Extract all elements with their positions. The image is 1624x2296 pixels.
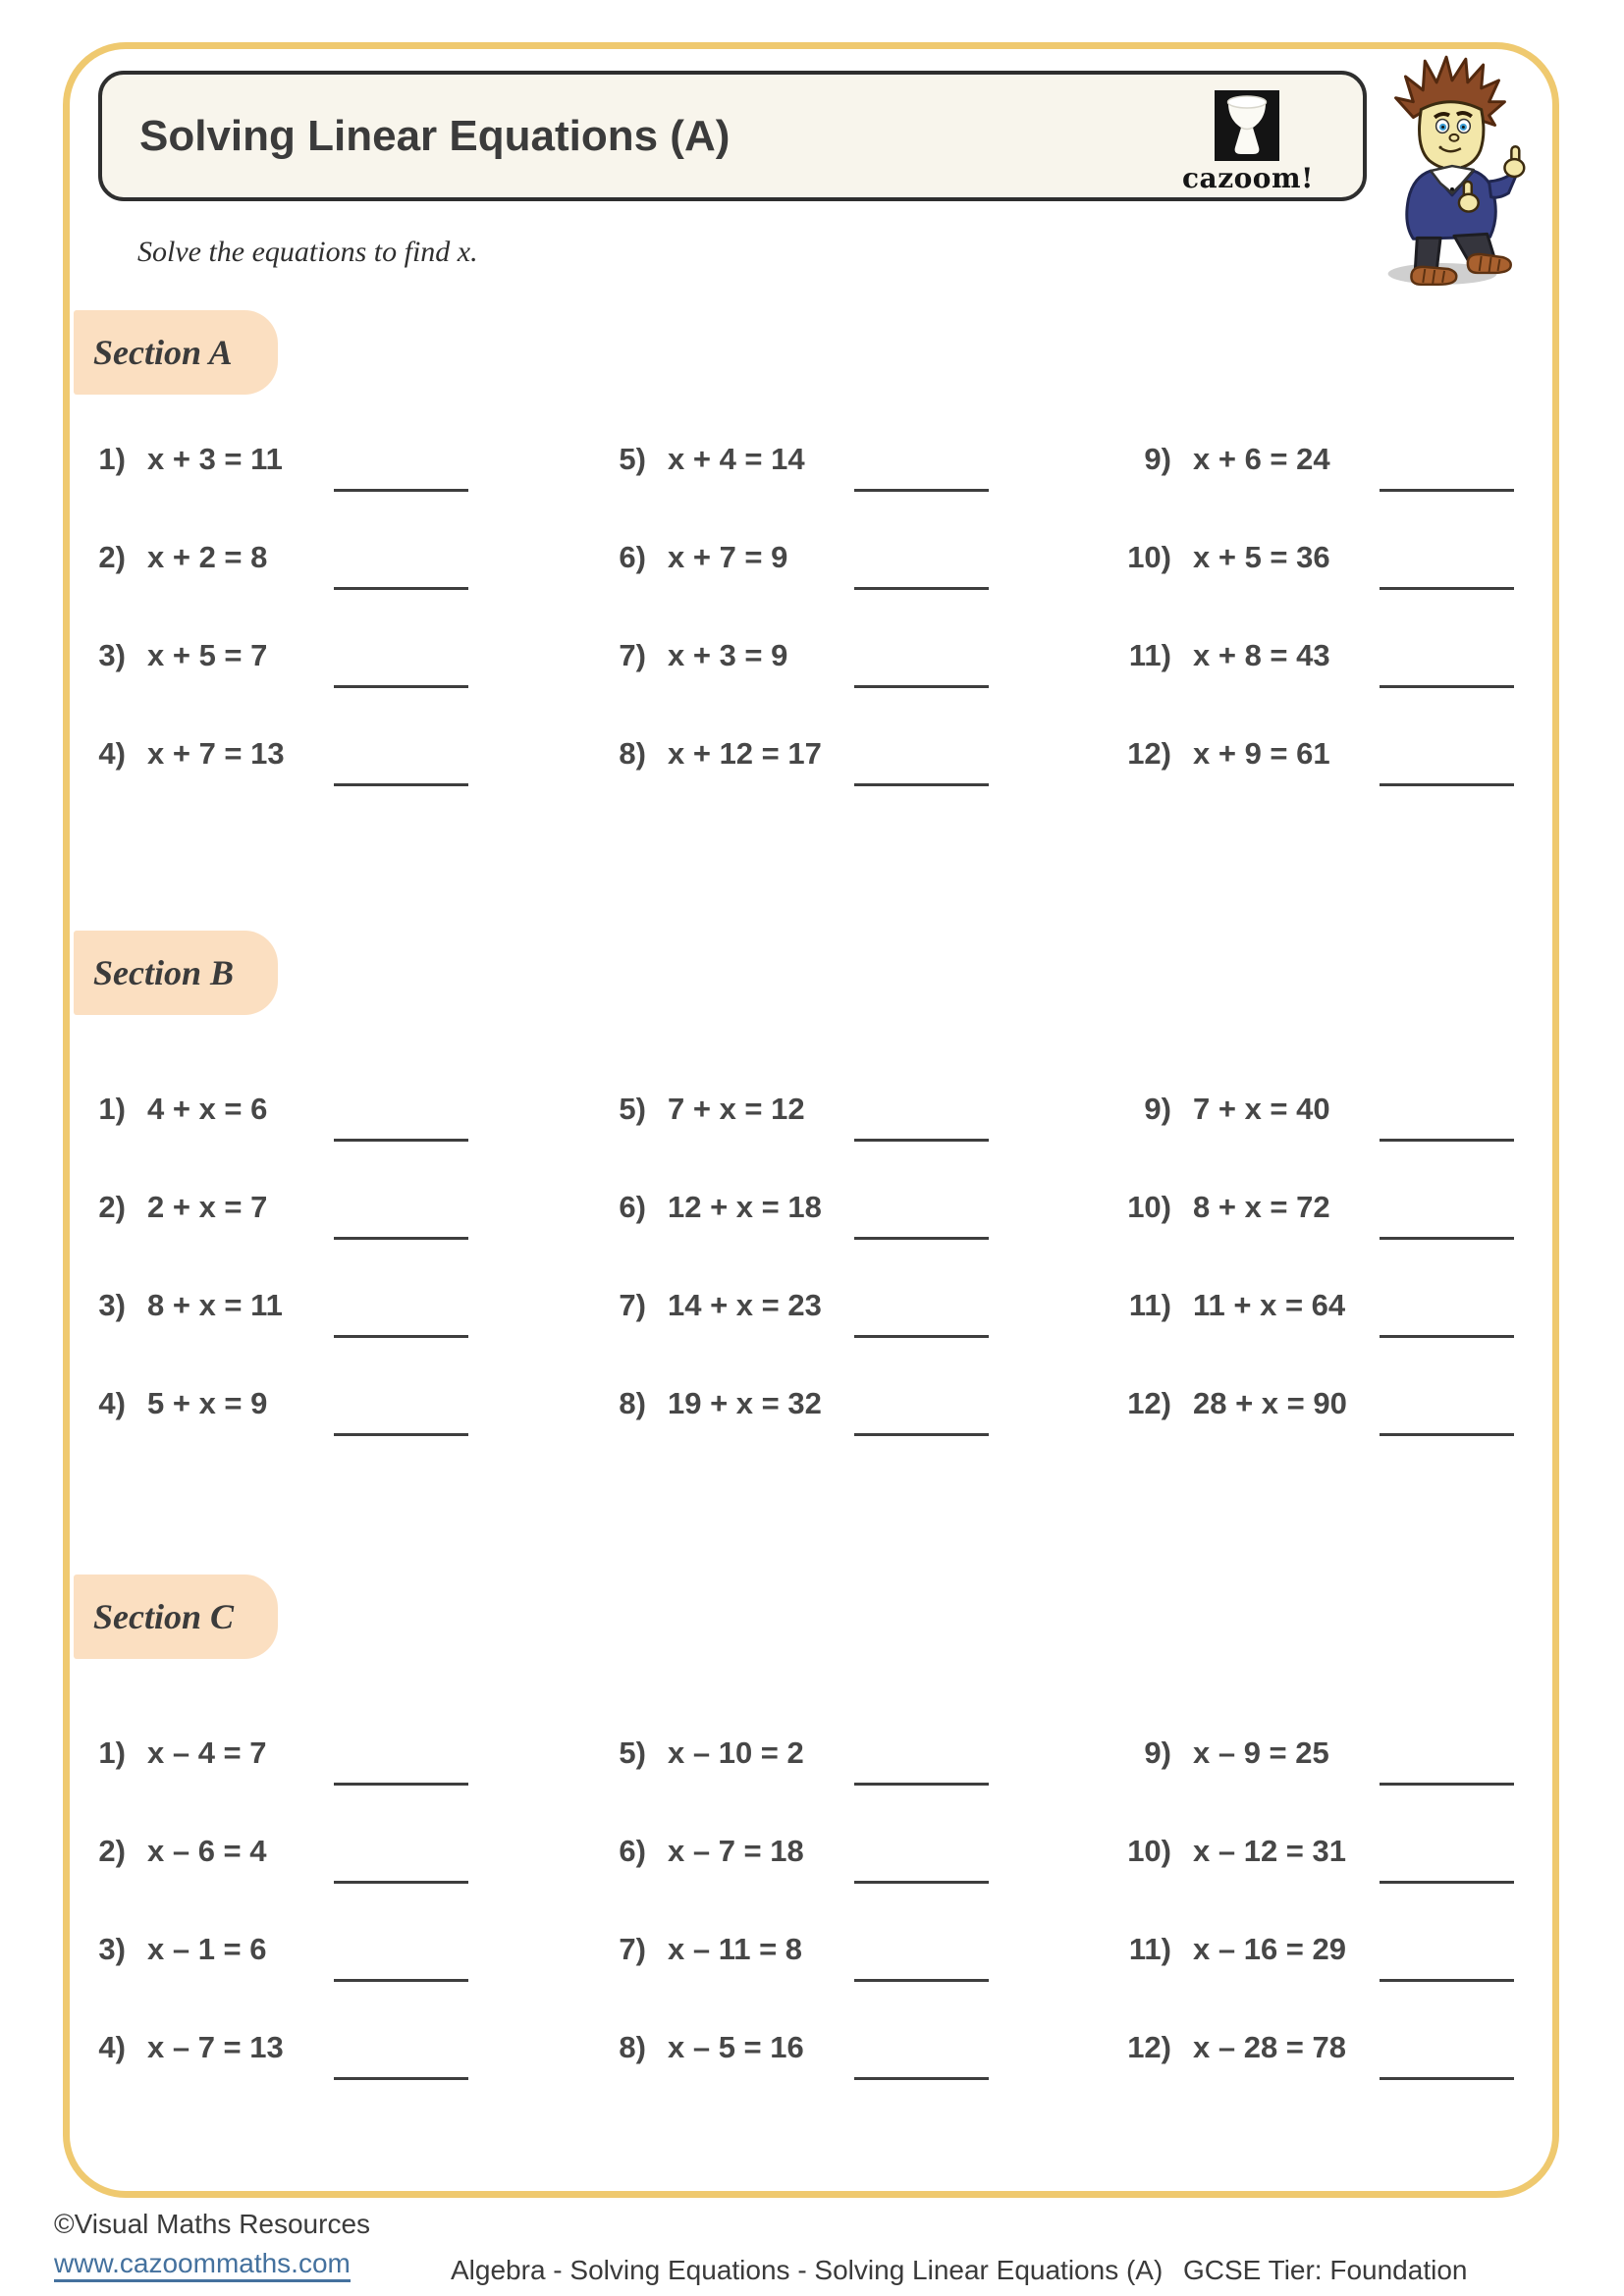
equation-text: 7 + x = 40 [1193, 1092, 1330, 1126]
answer-blank[interactable] [1380, 1783, 1514, 1786]
equation-text: x + 3 = 11 [147, 442, 283, 476]
equation-item [597, 1190, 1068, 1288]
answer-blank[interactable] [334, 1979, 468, 1982]
equation-item [597, 1288, 1068, 1386]
answer-blank[interactable] [334, 1783, 468, 1786]
equation-text: x – 7 = 13 [147, 2030, 284, 2064]
equation-item [1122, 1190, 1594, 1288]
answer-blank[interactable] [1380, 1139, 1514, 1142]
answer-blank[interactable] [334, 587, 468, 590]
answer-blank[interactable] [1380, 1433, 1514, 1436]
equation-number: 2) [98, 1190, 126, 1224]
equation-text: x + 6 = 24 [1193, 442, 1330, 476]
equation-item [77, 1386, 548, 1484]
equation-text: 7 + x = 12 [668, 1092, 805, 1126]
equation-item [1122, 1386, 1594, 1484]
answer-blank[interactable] [1380, 1881, 1514, 1884]
equation-number: 4) [98, 736, 126, 771]
answer-blank[interactable] [334, 1335, 468, 1338]
answer-blank[interactable] [1380, 1335, 1514, 1338]
section-label: Section B [93, 953, 235, 992]
equation-text: 11 + x = 64 [1193, 1288, 1346, 1322]
answer-blank[interactable] [1380, 783, 1514, 786]
equation-text: x + 9 = 61 [1193, 736, 1330, 771]
equation-item [1122, 1092, 1594, 1190]
equation-text: x – 28 = 78 [1193, 2030, 1346, 2064]
equation-item [77, 540, 548, 638]
equation-item [597, 442, 1068, 540]
equation-number: 7) [619, 1932, 646, 1966]
equation-item [597, 736, 1068, 834]
equation-number: 9) [1144, 1735, 1171, 1770]
section-header-a [74, 310, 278, 395]
equation-number: 2) [98, 1834, 126, 1868]
equation-text: x + 3 = 9 [668, 638, 788, 672]
equation-text: 19 + x = 32 [668, 1386, 822, 1420]
equation-item [1122, 540, 1594, 638]
equation-text: x – 1 = 6 [147, 1932, 267, 1966]
equation-number: 5) [619, 442, 646, 476]
equation-number: 7) [619, 638, 646, 672]
answer-blank[interactable] [1380, 1979, 1514, 1982]
answer-blank[interactable] [334, 1881, 468, 1884]
equation-item [77, 638, 548, 736]
answer-blank[interactable] [334, 1139, 468, 1142]
equation-number: 1) [98, 1092, 126, 1126]
answer-blank[interactable] [334, 1433, 468, 1436]
equation-text: x + 7 = 13 [147, 736, 285, 771]
equation-text: x + 2 = 8 [147, 540, 268, 574]
answer-blank[interactable] [854, 2077, 989, 2080]
cazoom-logo [1182, 90, 1312, 194]
equation-text: x – 16 = 29 [1193, 1932, 1346, 1966]
equation-text: x + 5 = 7 [147, 638, 268, 672]
equation-item [77, 736, 548, 834]
equation-number: 11) [1128, 638, 1171, 672]
cazoom-drum-icon [1215, 90, 1279, 161]
equation-text: x – 11 = 8 [668, 1932, 803, 1966]
equation-text: x – 7 = 18 [668, 1834, 804, 1868]
equation-item [597, 1932, 1068, 2030]
equation-text: x + 12 = 17 [668, 736, 822, 771]
equation-number: 5) [619, 1092, 646, 1126]
answer-blank[interactable] [854, 783, 989, 786]
equation-number: 4) [98, 1386, 126, 1420]
page-title: Solving Linear Equations (A) [139, 111, 731, 160]
equation-item [1122, 1288, 1594, 1386]
answer-blank[interactable] [854, 685, 989, 688]
equation-text: 8 + x = 72 [1193, 1190, 1330, 1224]
equation-item [77, 1834, 548, 1932]
equation-number: 3) [98, 638, 126, 672]
answer-blank[interactable] [854, 1783, 989, 1786]
equation-item [597, 1735, 1068, 1834]
equation-item [597, 1834, 1068, 1932]
equation-number: 1) [98, 1735, 126, 1770]
answer-blank[interactable] [334, 2077, 468, 2080]
answer-blank[interactable] [854, 1979, 989, 1982]
answer-blank[interactable] [854, 1433, 989, 1436]
equation-number: 4) [98, 2030, 126, 2064]
footer-tier-label: GCSE Tier: Foundation [1183, 2255, 1468, 2285]
answer-blank[interactable] [1380, 685, 1514, 688]
equation-item [597, 540, 1068, 638]
answer-blank[interactable] [854, 587, 989, 590]
equation-number: 1) [98, 442, 126, 476]
section-header-c [74, 1575, 278, 1659]
equation-number: 11) [1128, 1288, 1171, 1322]
answer-blank[interactable] [1380, 489, 1514, 492]
section-label: Section C [93, 1597, 235, 1636]
answer-blank[interactable] [1380, 2077, 1514, 2080]
equation-number: 12) [1127, 1386, 1171, 1420]
equation-item [1122, 1932, 1594, 2030]
equation-text: 8 + x = 11 [147, 1288, 283, 1322]
answer-blank[interactable] [334, 685, 468, 688]
equation-item [1122, 1834, 1594, 1932]
equation-text: 14 + x = 23 [668, 1288, 822, 1322]
equation-text: x – 10 = 2 [668, 1735, 804, 1770]
equation-number: 12) [1127, 736, 1171, 771]
equation-number: 2) [98, 540, 126, 574]
equation-item [77, 1288, 548, 1386]
equation-number: 10) [1127, 1190, 1171, 1224]
equation-number: 12) [1127, 2030, 1171, 2064]
equation-number: 11) [1128, 1932, 1171, 1966]
equation-number: 9) [1144, 442, 1171, 476]
equation-number: 9) [1144, 1092, 1171, 1126]
equation-text: x + 4 = 14 [668, 442, 805, 476]
equation-item [1122, 638, 1594, 736]
equation-item [1122, 2030, 1594, 2128]
equation-item [1122, 442, 1594, 540]
equation-text: 4 + x = 6 [147, 1092, 268, 1126]
equation-number: 7) [619, 1288, 646, 1322]
equation-number: 3) [98, 1932, 126, 1966]
equation-number: 8) [619, 2030, 646, 2064]
equation-number: 8) [619, 1386, 646, 1420]
section-header-b [74, 931, 278, 1015]
section-label: Section A [93, 333, 233, 372]
equation-text: x + 5 = 36 [1193, 540, 1330, 574]
equation-item [597, 1092, 1068, 1190]
mascot-illustration [1353, 51, 1547, 289]
worksheet-title-bar [98, 71, 1367, 201]
equation-number: 5) [619, 1735, 646, 1770]
equation-item [77, 442, 548, 540]
equation-text: 12 + x = 18 [668, 1190, 822, 1224]
website-link[interactable]: www.cazoommaths.com [54, 2248, 351, 2282]
equation-text: x + 7 = 9 [668, 540, 788, 574]
answer-blank[interactable] [334, 783, 468, 786]
equation-item [597, 1386, 1068, 1484]
equation-text: x – 6 = 4 [147, 1834, 267, 1868]
equation-text: x + 8 = 43 [1193, 638, 1330, 672]
answer-blank[interactable] [334, 1237, 468, 1240]
answer-blank[interactable] [1380, 587, 1514, 590]
equation-text: x – 5 = 16 [668, 2030, 804, 2064]
answer-blank[interactable] [854, 1335, 989, 1338]
cazoom-logo-text: cazoom! [1182, 162, 1314, 194]
answer-blank[interactable] [854, 489, 989, 492]
copyright-text: ©Visual Maths Resources [54, 2209, 371, 2239]
equation-text: x – 12 = 31 [1193, 1834, 1346, 1868]
footer-credits [54, 2209, 370, 2282]
equation-number: 10) [1127, 540, 1171, 574]
answer-blank[interactable] [854, 1237, 989, 1240]
answer-blank[interactable] [1380, 1237, 1514, 1240]
equation-item [77, 1092, 548, 1190]
answer-blank[interactable] [854, 1881, 989, 1884]
equation-number: 3) [98, 1288, 126, 1322]
equation-item [77, 1190, 548, 1288]
answer-blank[interactable] [854, 1139, 989, 1142]
equation-text: 5 + x = 9 [147, 1386, 268, 1420]
equation-item [77, 2030, 548, 2128]
footer-breadcrumb: Algebra - Solving Equations - Solving Linear Equations (A) [451, 2255, 1164, 2285]
equation-item [597, 638, 1068, 736]
equation-text: 28 + x = 90 [1193, 1386, 1347, 1420]
equation-item [77, 1735, 548, 1834]
equation-item [597, 2030, 1068, 2128]
equation-text: 2 + x = 7 [147, 1190, 268, 1224]
equation-number: 6) [619, 1834, 646, 1868]
equation-item [77, 1932, 548, 2030]
equation-text: x – 4 = 7 [147, 1735, 267, 1770]
equation-number: 10) [1127, 1834, 1171, 1868]
equation-number: 8) [619, 736, 646, 771]
equation-item [1122, 736, 1594, 834]
answer-blank[interactable] [334, 489, 468, 492]
equation-number: 6) [619, 540, 646, 574]
instruction-text: Solve the equations to find x. [137, 236, 478, 268]
equation-number: 6) [619, 1190, 646, 1224]
equation-item [1122, 1735, 1594, 1834]
equation-text: x – 9 = 25 [1193, 1735, 1329, 1770]
